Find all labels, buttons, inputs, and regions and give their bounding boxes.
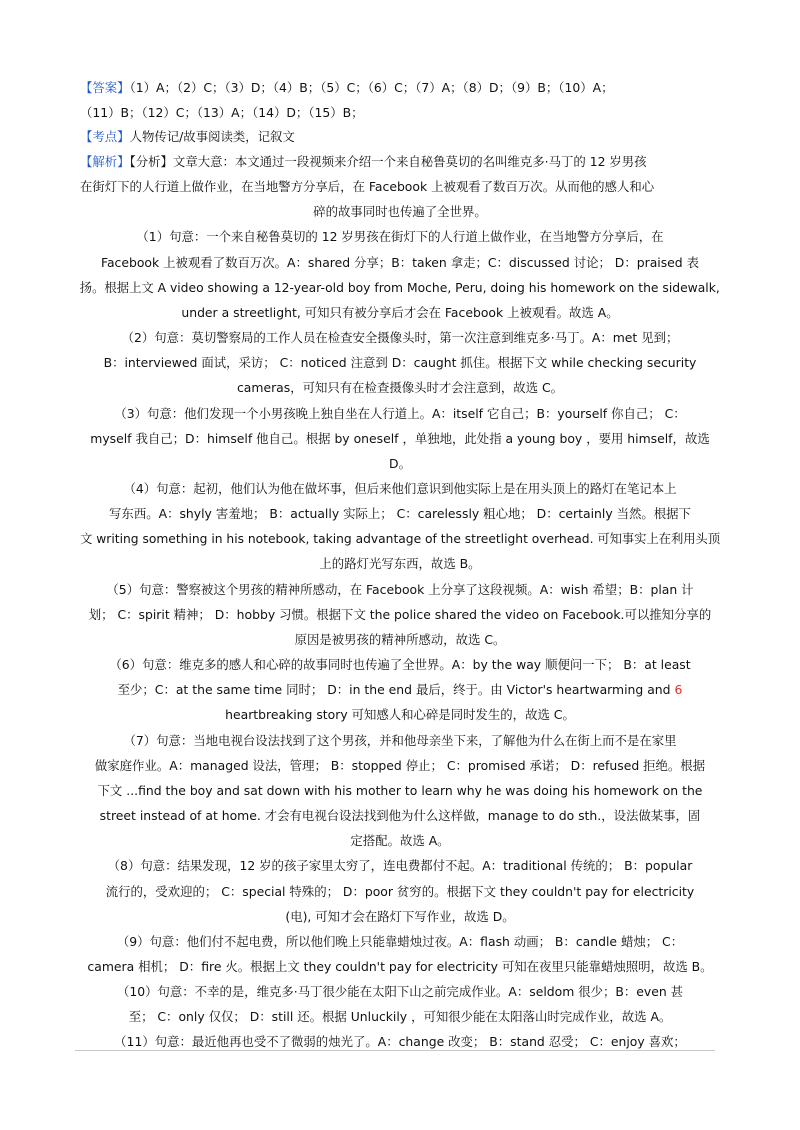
item-6-line-2 [0, 680, 800, 700]
item-8-line-2: 流行的，受欢迎的； C：special 特殊的； D：poor 贫穷的。根据下文 they couldn't pay for electricity [105, 884, 695, 899]
analysis-intro-1: 【分析】文章大意：本文通过一段视频来介绍一个来自秘鲁莫切的名叫维克多·马丁的 12 岁男孩 [129, 154, 647, 169]
item-3-line-2: myself 我自己；D：himself 他自己。根据 by oneself ，单独地，此处指 a young boy ，要用 himself，故选 [90, 431, 710, 446]
item-2-line-1: （2）句意：莫切警察局的工作人员在检查安全摄像头时，第一次注意到维克多·马丁。A：met 见到； [121, 330, 679, 345]
item-3-line-1: （3）句意：他们发现一个小男孩晚上独自坐在人行道上。A：itself 它自己；B：yourself 你自己； C： [114, 406, 686, 421]
item-4-line-1: （4）句意：起初，他们认为他在做坏事，但后来他们意识到他实际上是在用头顶上的路灯在笔记本上 [123, 481, 677, 496]
item-6-line-1: （6）句意：维克多的感人和心碎的故事同时也传遍了全世界。A：by the way 顺便问一下； B：at least [109, 657, 691, 672]
item-5-line-3: 原因是被男孩的精神所感动，故选 C。 [294, 632, 506, 647]
item-4-line-3: 文 writing something in his notebook, taking advantage of the streetlight overhead. 可知事实上在利用头顶 [80, 531, 720, 546]
item-11-line-1: （11）句意：最近他再也受不了微弱的烛光了。A：change 改变； B：stand 忍受； C：enjoy 喜欢； [114, 1034, 686, 1049]
analysis-tag: 【解析】 [80, 154, 130, 169]
page-number: 6 [674, 682, 683, 697]
item-8-line-1: （8）句意：结果发现，12 岁的孩子家里太穷了，连电费都付不起。A：traditional 传统的； B：popular [107, 858, 693, 873]
analysis-intro-2: 在街灯下的人行道上做作业，在当地警方分享后，在 Facebook 上被观看了数百万次。从而他的感人和心 [80, 179, 655, 194]
item-7-line-4: street instead of at home. 才会有电视台设法找到他为什么这样做，manage to do sth.，设法做某事，固 [99, 808, 701, 823]
item-5-line-1: （5）句意：警察被这个男孩的精神所感动，在 Facebook 上分享了这段视频。A：wish 希望；B：plan 计 [106, 582, 694, 597]
answer-text-1: （1）A；（2）C；（3）D；（4）B；（5）C；（6）C；（7）A；（8）D；（9）B；（10）A； [129, 80, 614, 95]
answer-tag: 【答案】 [80, 80, 130, 95]
item-6-line-3: heartbreaking story 可知感人和心碎是同时发生的，故选 C。 [225, 707, 575, 722]
answer-line-1 [80, 78, 613, 98]
item-4-line-2: 写东西。A：shyly 害羞地； B：actually 实际上； C：carelessly 粗心地； D：certainly 当然。根据下 [109, 506, 691, 521]
item-1-line-4: under a streetlight, 可知只有被分享后才会在 Facebook 上被观看。故选 A。 [181, 305, 619, 320]
analysis-intro-3: 碎的故事同时也传遍了全世界。 [313, 204, 487, 219]
item-2-line-2: B：interviewed 面试，采访； C：noticed 注意到 D：caught 抓住。根据下文 while checking security [103, 355, 697, 370]
answer-line-2: （11）B；（12）C；（13）A；（14）D；（15）B； [80, 105, 364, 120]
item-5-line-2: 划； C：spirit 精神； D：hobby 习惯。根据下文 the police shared the video on Facebook.可以推知分享的 [88, 607, 712, 622]
point-text: 人物传记/故事阅读类，记叙文 [129, 129, 295, 144]
item-7-line-1: （7）句意：当地电视台设法找到了这个男孩，并和他母亲坐下来，了解他为什么在街上而不是在家里 [123, 733, 677, 748]
item-3-line-3: D。 [389, 456, 411, 471]
item-2-line-3: cameras，可知只有在检查摄像头时才会注意到，故选 C。 [236, 380, 564, 395]
item-7-line-5: 定搭配。故选 A。 [350, 833, 450, 848]
item-8-line-3: (电), 可知才会在路灯下写作业，故选 D。 [285, 909, 515, 924]
item-10-line-2: 至； C：only 仅仅； D：still 还。根据 Unluckily ，可知很少能在太阳落山时完成作业，故选 A。 [128, 1009, 672, 1024]
point-tag: 【考点】 [80, 129, 130, 144]
item-7-line-3: 下文 ...find the boy and sat down with his mother to learn why he was doing his homework on the [97, 783, 703, 798]
analysis-line-1 [80, 152, 647, 172]
item-4-line-4: 上的路灯光写东西，故选 B。 [319, 556, 481, 571]
point-line [80, 127, 295, 147]
item-6-line-2-text: 至少；C：at the same time 同时； D：in the end 最后，终于。由 Victor's heartwarming and [117, 682, 671, 697]
item-1-line-3: 扬。根据上文 A video showing a 12-year-old boy from Moche, Peru, doing his homework on the sidewalk, [79, 280, 720, 295]
page-divider [75, 1050, 715, 1051]
item-10-line-1: （10）句意：不幸的是，维克多·马丁很少能在太阳下山之前完成作业。A：seldom 很少；B：even 甚 [116, 984, 684, 999]
item-9-line-1: （9）句意：他们付不起电费，所以他们晚上只能靠蜡烛过夜。A：flash 动画； B：candle 蜡烛； C： [116, 934, 684, 949]
item-1-line-1: （1）句意：一个来自秘鲁莫切的 12 岁男孩在街灯下的人行道上做作业，在当地警方分享后，在 [136, 229, 664, 244]
item-1-line-2: Facebook 上被观看了数百万次。A：shared 分享；B：taken 拿走；C：discussed 讨论； D：praised 表 [100, 255, 700, 270]
item-7-line-2: 做家庭作业。A：managed 设法，管理； B：stopped 停止； C：promised 承诺； D：refused 拒绝。根据 [94, 758, 706, 773]
item-9-line-2: camera 相机； D：fire 火。根据上文 they couldn't pay for electricity 可知在夜里只能靠蜡烛照明，故选 B。 [87, 959, 713, 974]
